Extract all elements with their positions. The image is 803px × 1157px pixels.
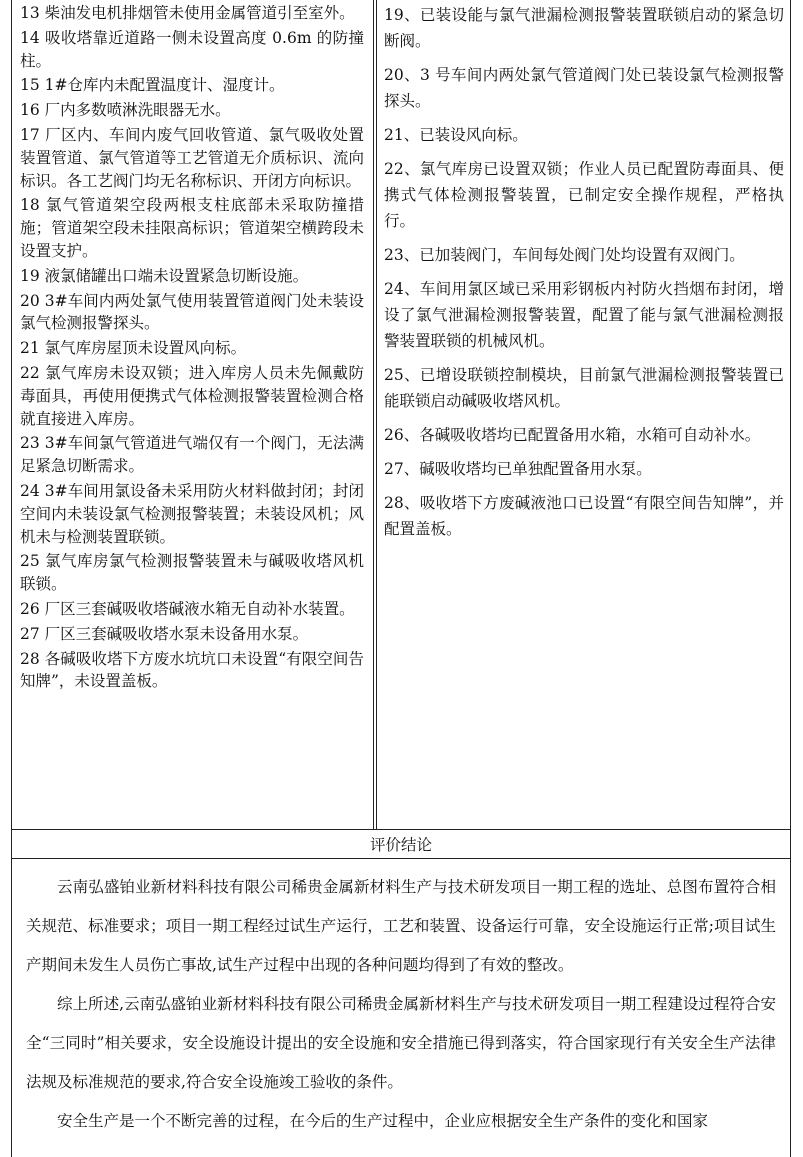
issue-item: 13 柴油发电机排烟管未使用金属管道引至室外。 xyxy=(20,4,355,22)
issue-item: 25 氯气库房氯气检测报警装置未与碱吸收塔风机联锁。 xyxy=(20,552,364,594)
rectification-item: 27、碱吸收塔均已单独配置备用水泵。 xyxy=(384,460,652,478)
issue-item: 15 1#仓库内未配置温度计、湿度计。 xyxy=(20,76,285,95)
rectification-item: 23、已加装阀门，车间每处阀门处均设置有双阀门。 xyxy=(384,246,745,264)
rectification-item: 22、氯气库房已设置双锁；作业人员已配置防毒面具、便携式气体检测报警装置，已制定安全操作规程，严格执行。 xyxy=(384,160,784,230)
issue-item: 14 吸收塔靠近道路一侧未设置高度 0.6m 的防撞柱。 xyxy=(20,28,364,70)
rectification-item: 25、已增设联锁控制模块，目前氯气泄漏检测报警装置已能联锁启动碱吸收塔风机。 xyxy=(384,366,784,410)
rectification-column xyxy=(376,0,790,829)
issue-item: 27 厂区三套碱吸收塔水泵未设备用水泵。 xyxy=(20,624,309,643)
rectification-item: 24、车间用氯区域已采用彩钢板内衬防火挡烟布封闭，增设了氯气泄漏检测报警装置，配置了能与氯气泄漏检测报警装置联锁的机械风机。 xyxy=(384,280,784,350)
issue-item: 21 氯气库房屋顶未设置风向标。 xyxy=(20,339,247,358)
conclusion-paragraph: 云南弘盛铂业新材料科技有限公司稀贵金属新材料生产与技术研发项目一期工程的选址、总图布置符合相关规范、标准要求；项目一期工程经过试生产运行，工艺和装置、设备运行可靠，安全设施运行正常;项目试生产期间未发生人员伤亡事故,试生产过程中出现的各种问题均得到了有效的整改。 xyxy=(26,878,776,974)
issue-item: 18 氯气管道架空段两根支柱底部未采取防撞措施；管道架空段未挂限高标识；管道架空横跨段未设置支护。 xyxy=(20,196,364,260)
issue-item: 16 厂内多数喷淋洗眼器无水。 xyxy=(20,101,231,120)
issue-item: 22 氯气库房未设双锁；进入库房人员未先佩戴防毒面具，再使用便携式气体检测报警装置检测合格就直接进入库房。 xyxy=(20,363,364,428)
conclusion-paragraph: 综上所述,云南弘盛铂业新材料科技有限公司稀贵金属新材料生产与技术研发项目一期工程建设过程符合安全“三同时”相关要求，安全设施设计提出的安全设施和安全措施已得到落实，符合国家现行有关安全生产法律法规及标准规范的要求,符合安全设施竣工验收的条件。 xyxy=(26,995,776,1091)
issue-item: 19 液氯储罐出口端未设置紧急切断设施。 xyxy=(20,266,309,285)
rectification-item: 20、3 号车间内两处氯气管道阀门处已装设氯气检测报警探头。 xyxy=(384,66,784,110)
conclusion-body xyxy=(12,858,790,1157)
issue-item: 24 3#车间用氯设备未采用防火材料做封闭；封闭空间内未装设氯气检测报警装置；未装设风机；风机未与检测装置联锁。 xyxy=(20,481,364,546)
issue-item: 28 各碱吸收塔下方废水坑坑口未设置“有限空间告知牌”，未设置盖板。 xyxy=(20,649,364,691)
issue-item: 17 厂区内、车间内废气回收管道、氯气吸收处置装置管道、氯气管道等工艺管道无介质标识、流向标识。各工艺阀门均无名称标识、开闭方向标识。 xyxy=(20,125,364,190)
document-page xyxy=(11,0,791,1157)
rectification-item: 21、已装设风向标。 xyxy=(384,126,528,144)
conclusion-paragraph: 安全生产是一个不断完善的过程，在今后的生产过程中，企业应根据安全生产条件的变化和国家 xyxy=(57,1112,709,1130)
rectification-item: 28、吸收塔下方废碱液池口已设置“有限空间告知牌”，并配置盖板。 xyxy=(384,494,784,538)
rectification-item: 26、各碱吸收塔均已配置备用水箱，水箱可自动补水。 xyxy=(384,426,761,444)
issue-item: 26 厂区三套碱吸收塔碱液水箱无自动补水装置。 xyxy=(20,599,355,618)
issues-column xyxy=(12,0,368,829)
issue-item: 20 3#车间内两处氯气使用装置管道阀门处未装设氯气检测报警探头。 xyxy=(20,291,364,333)
rectification-item: 19、已装设能与氯气泄漏检测报警装置联锁启动的紧急切断阀。 xyxy=(384,6,784,50)
rectification-table xyxy=(12,0,790,830)
issue-item: 23 3#车间氯气管道进气端仅有一个阀门，无法满足紧急切断需求。 xyxy=(20,434,364,476)
section-title: 评价结论 xyxy=(12,829,790,859)
